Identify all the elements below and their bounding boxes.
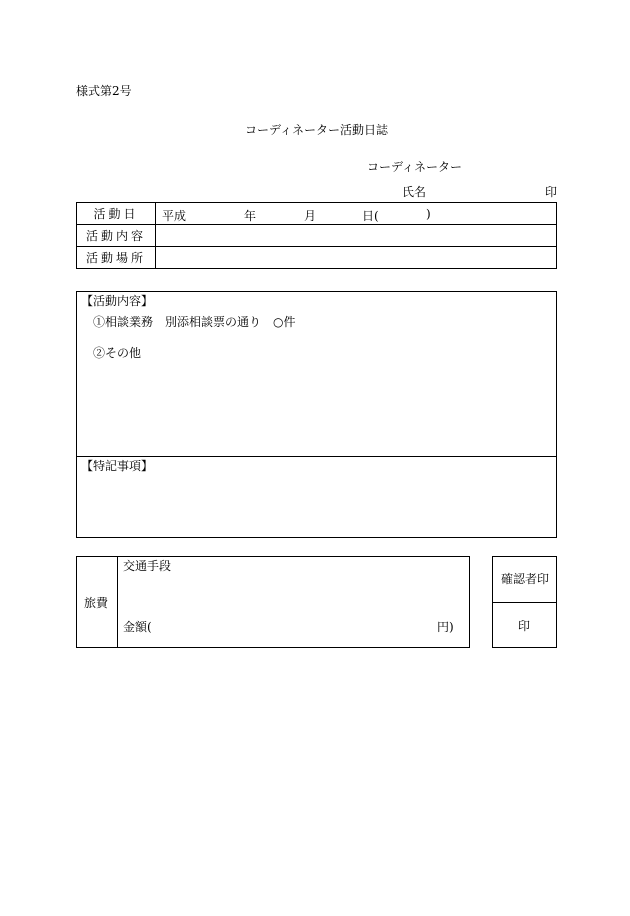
confirmer-seal-label: 確認者印 bbox=[501, 572, 550, 586]
table-row bbox=[77, 225, 557, 247]
year-text: 年 bbox=[244, 209, 257, 223]
activity-section-header: 【活動内容】 bbox=[81, 294, 154, 308]
name-label: 氏名 bbox=[402, 185, 427, 199]
activity-date-field[interactable] bbox=[156, 203, 557, 225]
confirmer-seal-field[interactable] bbox=[493, 603, 556, 647]
amount-field[interactable] bbox=[157, 617, 427, 637]
confirmer-seal-mark: 印 bbox=[518, 619, 531, 633]
section-divider bbox=[77, 456, 556, 457]
day-text: 日( bbox=[362, 209, 379, 223]
activity-item-consultation: ①相談業務 別添相談票の通り ○件 bbox=[93, 315, 296, 329]
activity-content-label: 活動内容 bbox=[77, 225, 156, 247]
seal-mark: 印 bbox=[545, 185, 558, 199]
transport-label: 交通手段 bbox=[123, 559, 172, 573]
activity-content-field[interactable] bbox=[156, 225, 557, 247]
table-row bbox=[77, 203, 557, 225]
notes-text-area[interactable] bbox=[81, 476, 551, 532]
travel-label: 旅費 bbox=[84, 596, 109, 610]
confirmation-box bbox=[492, 556, 557, 648]
table-row bbox=[77, 247, 557, 269]
activity-place-label: 活動場所 bbox=[77, 247, 156, 269]
era-text: 平成 bbox=[162, 209, 187, 223]
activity-notes-box bbox=[76, 291, 557, 538]
activity-info-table bbox=[76, 202, 557, 269]
activity-date-label: 活動日 bbox=[77, 203, 156, 225]
coordinator-label: コーディネーター bbox=[367, 160, 463, 174]
activity-place-field[interactable] bbox=[156, 247, 557, 269]
form-number: 様式第2号 bbox=[76, 84, 132, 98]
transport-field[interactable] bbox=[123, 575, 463, 615]
notes-section-header: 【特記事項】 bbox=[81, 459, 154, 473]
activity-text-area[interactable] bbox=[93, 362, 548, 452]
amount-unit: 円) bbox=[437, 620, 454, 634]
month-text: 月 bbox=[304, 209, 317, 223]
travel-divider bbox=[117, 557, 118, 647]
travel-expense-box bbox=[76, 556, 470, 648]
day-close-text: ) bbox=[426, 207, 431, 221]
amount-label: 金額( bbox=[123, 620, 152, 634]
activity-item-other: ②その他 bbox=[93, 346, 142, 360]
page-title: コーディネーター活動日誌 bbox=[245, 123, 389, 137]
